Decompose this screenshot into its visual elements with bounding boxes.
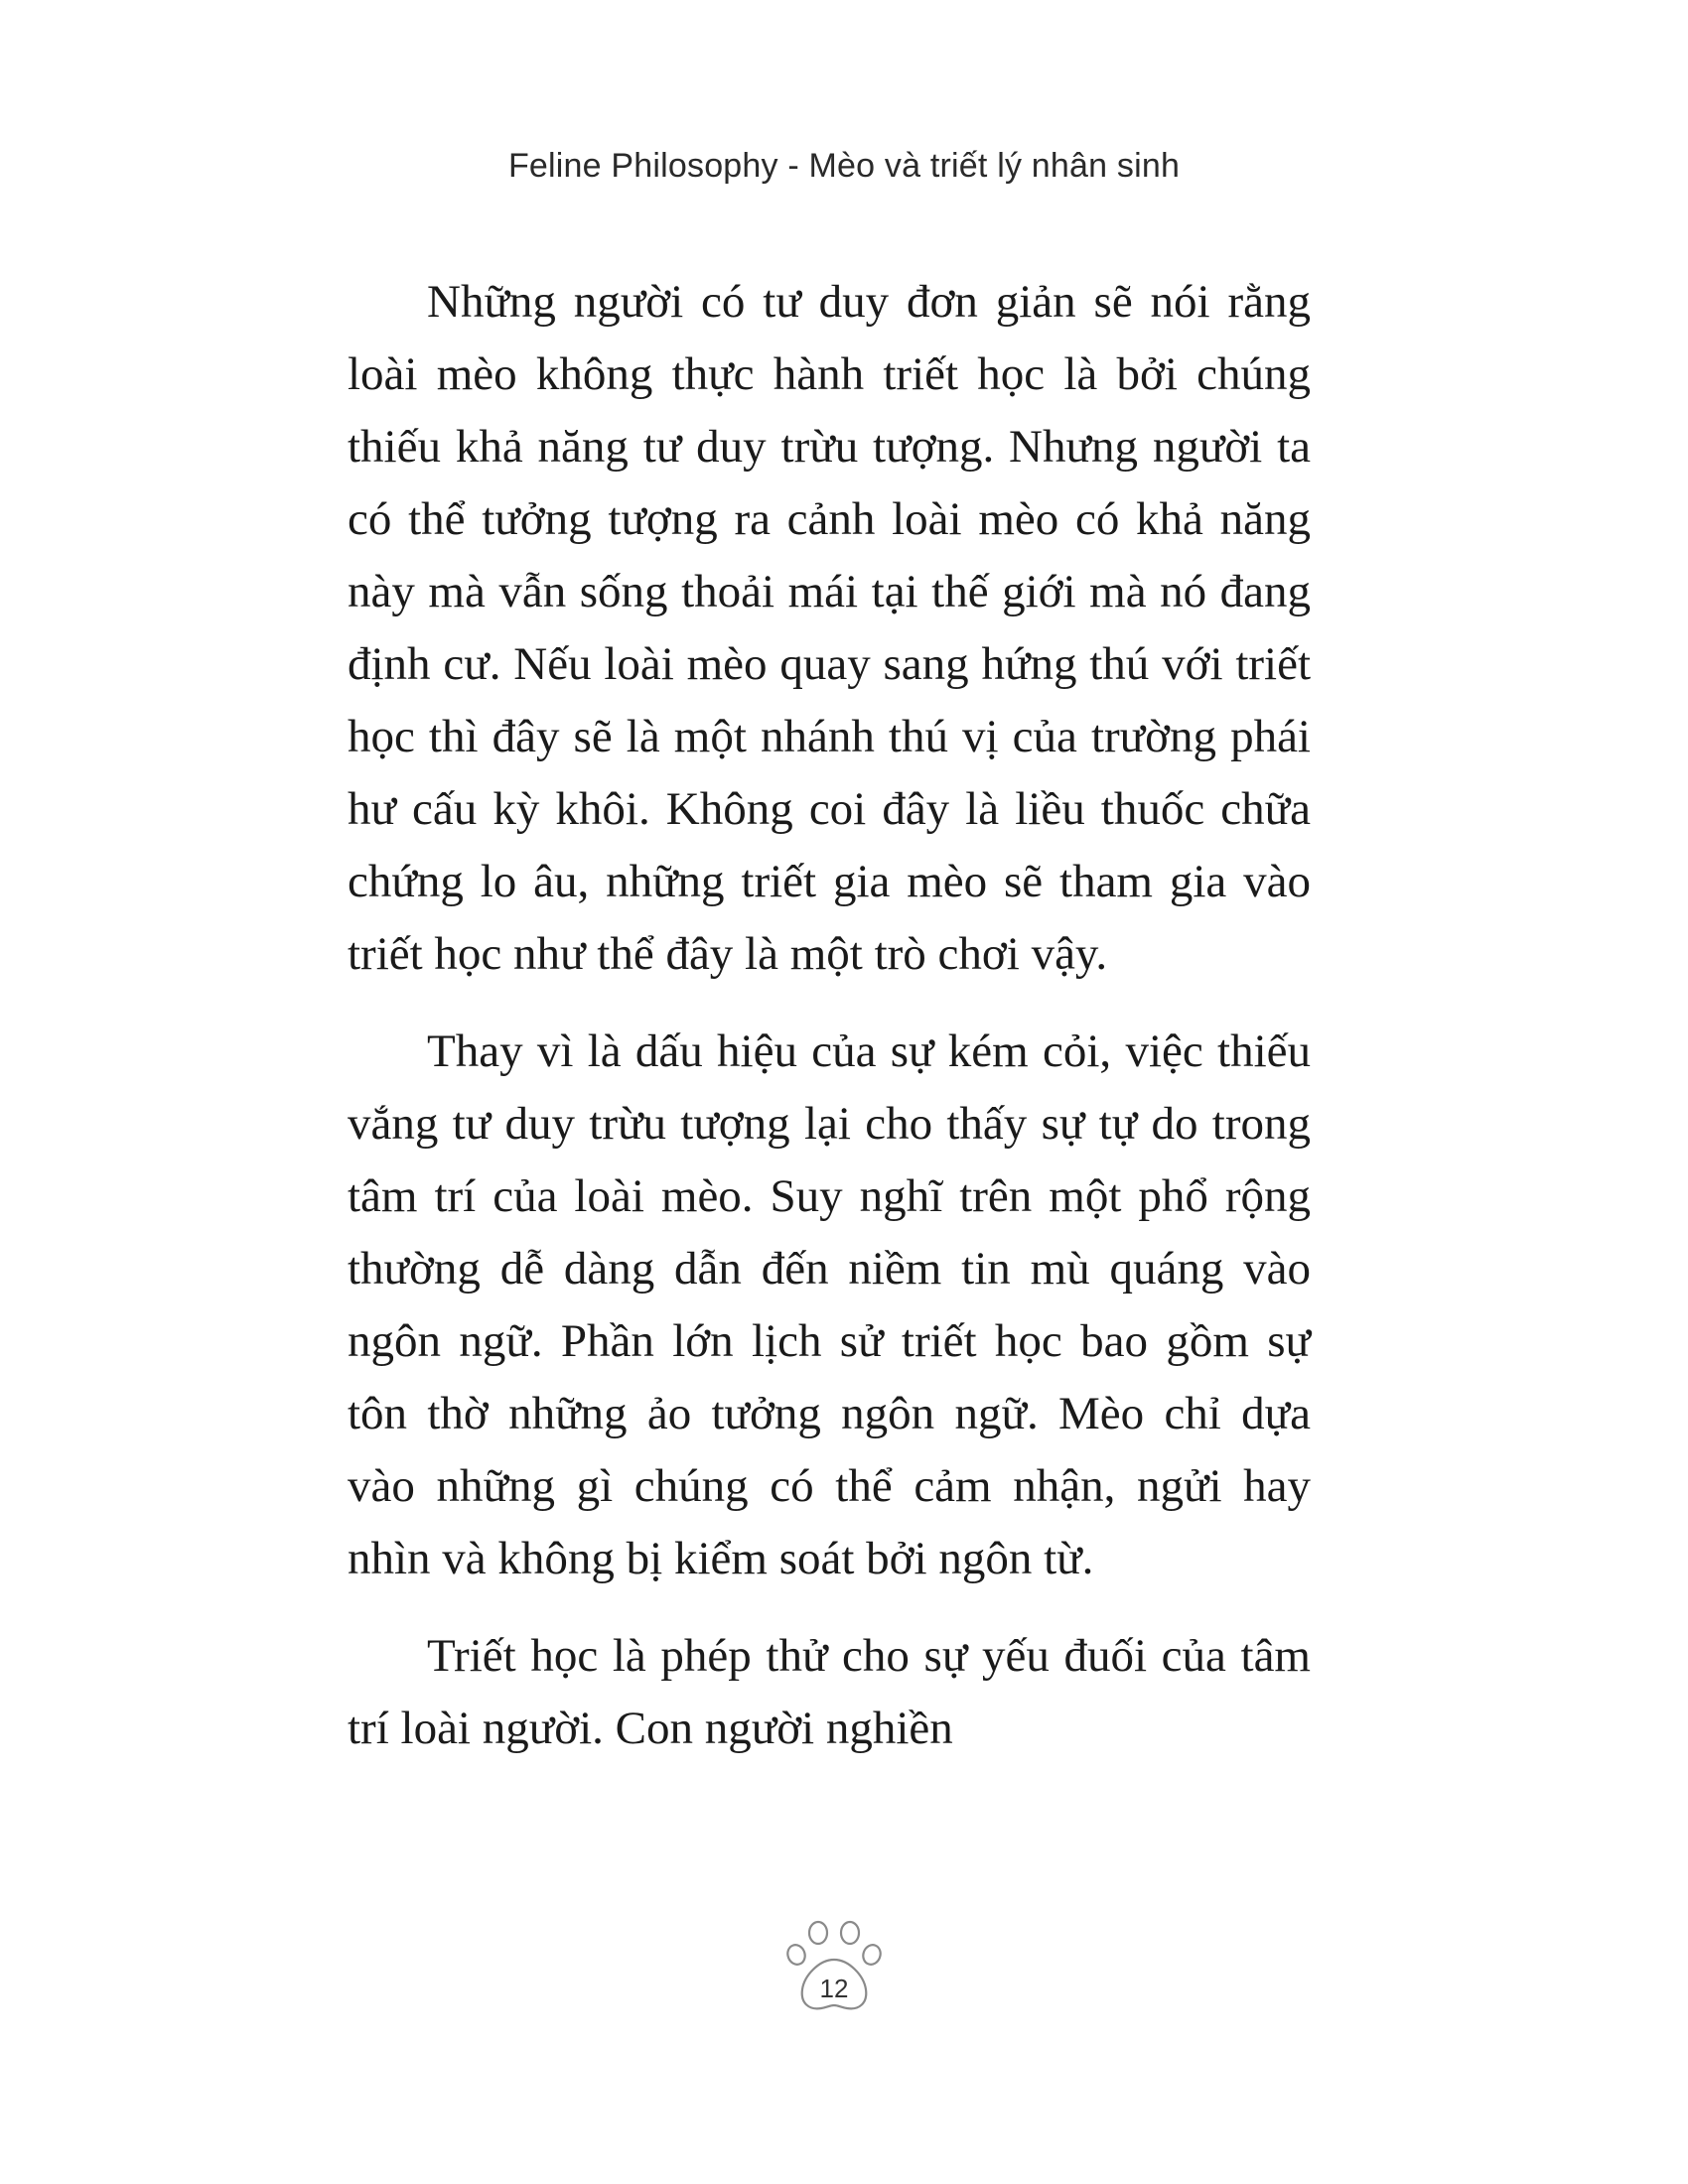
body-text <box>348 266 1311 1790</box>
paw-print-icon <box>779 1916 889 2020</box>
page-number: 12 <box>819 1974 849 2003</box>
page-footer <box>779 1916 889 2020</box>
paragraph-1: Những người có tư duy đơn giản sẽ nói rằng loài mèo không thực hành triết học là bởi chúng thiếu khả năng tư duy trừu tượng. Nhưng người ta có thể tưởng tượng ra cảnh loài mèo có khả năng này mà vẫn sống thoải mái tại thế giới mà nó đang định cư. Nếu loài mèo quay sang hứng thú với triết học thì đây sẽ là một nhánh thú vị của trường phái hư cấu kỳ khôi. Không coi đây là liều thuốc chữa chứng lo âu, những triết gia mèo sẽ tham gia vào triết học như thể đây là một trò chơi vậy. <box>348 276 1311 980</box>
running-header: Feline Philosophy - Mèo và triết lý nhân sinh <box>507 147 1181 185</box>
paragraph-3: Triết học là phép thử cho sự yếu đuối của tâm trí loài người. Con người nghiền <box>348 1630 1311 1754</box>
paragraph-2: Thay vì là dấu hiệu của sự kém cỏi, việc thiếu vắng tư duy trừu tượng lại cho thấy sự tự do trong tâm trí của loài mèo. Suy nghĩ trên một phổ rộng thường dễ dàng dẫn đến niềm tin mù quáng vào ngôn ngữ. Phần lớn lịch sử triết học bao gồm sự tôn thờ những ảo tưởng ngôn ngữ. Mèo chỉ dựa vào những gì chúng có thể cảm nhận, ngửi hay nhìn và không bị kiểm soát bởi ngôn từ. <box>348 1025 1311 1584</box>
